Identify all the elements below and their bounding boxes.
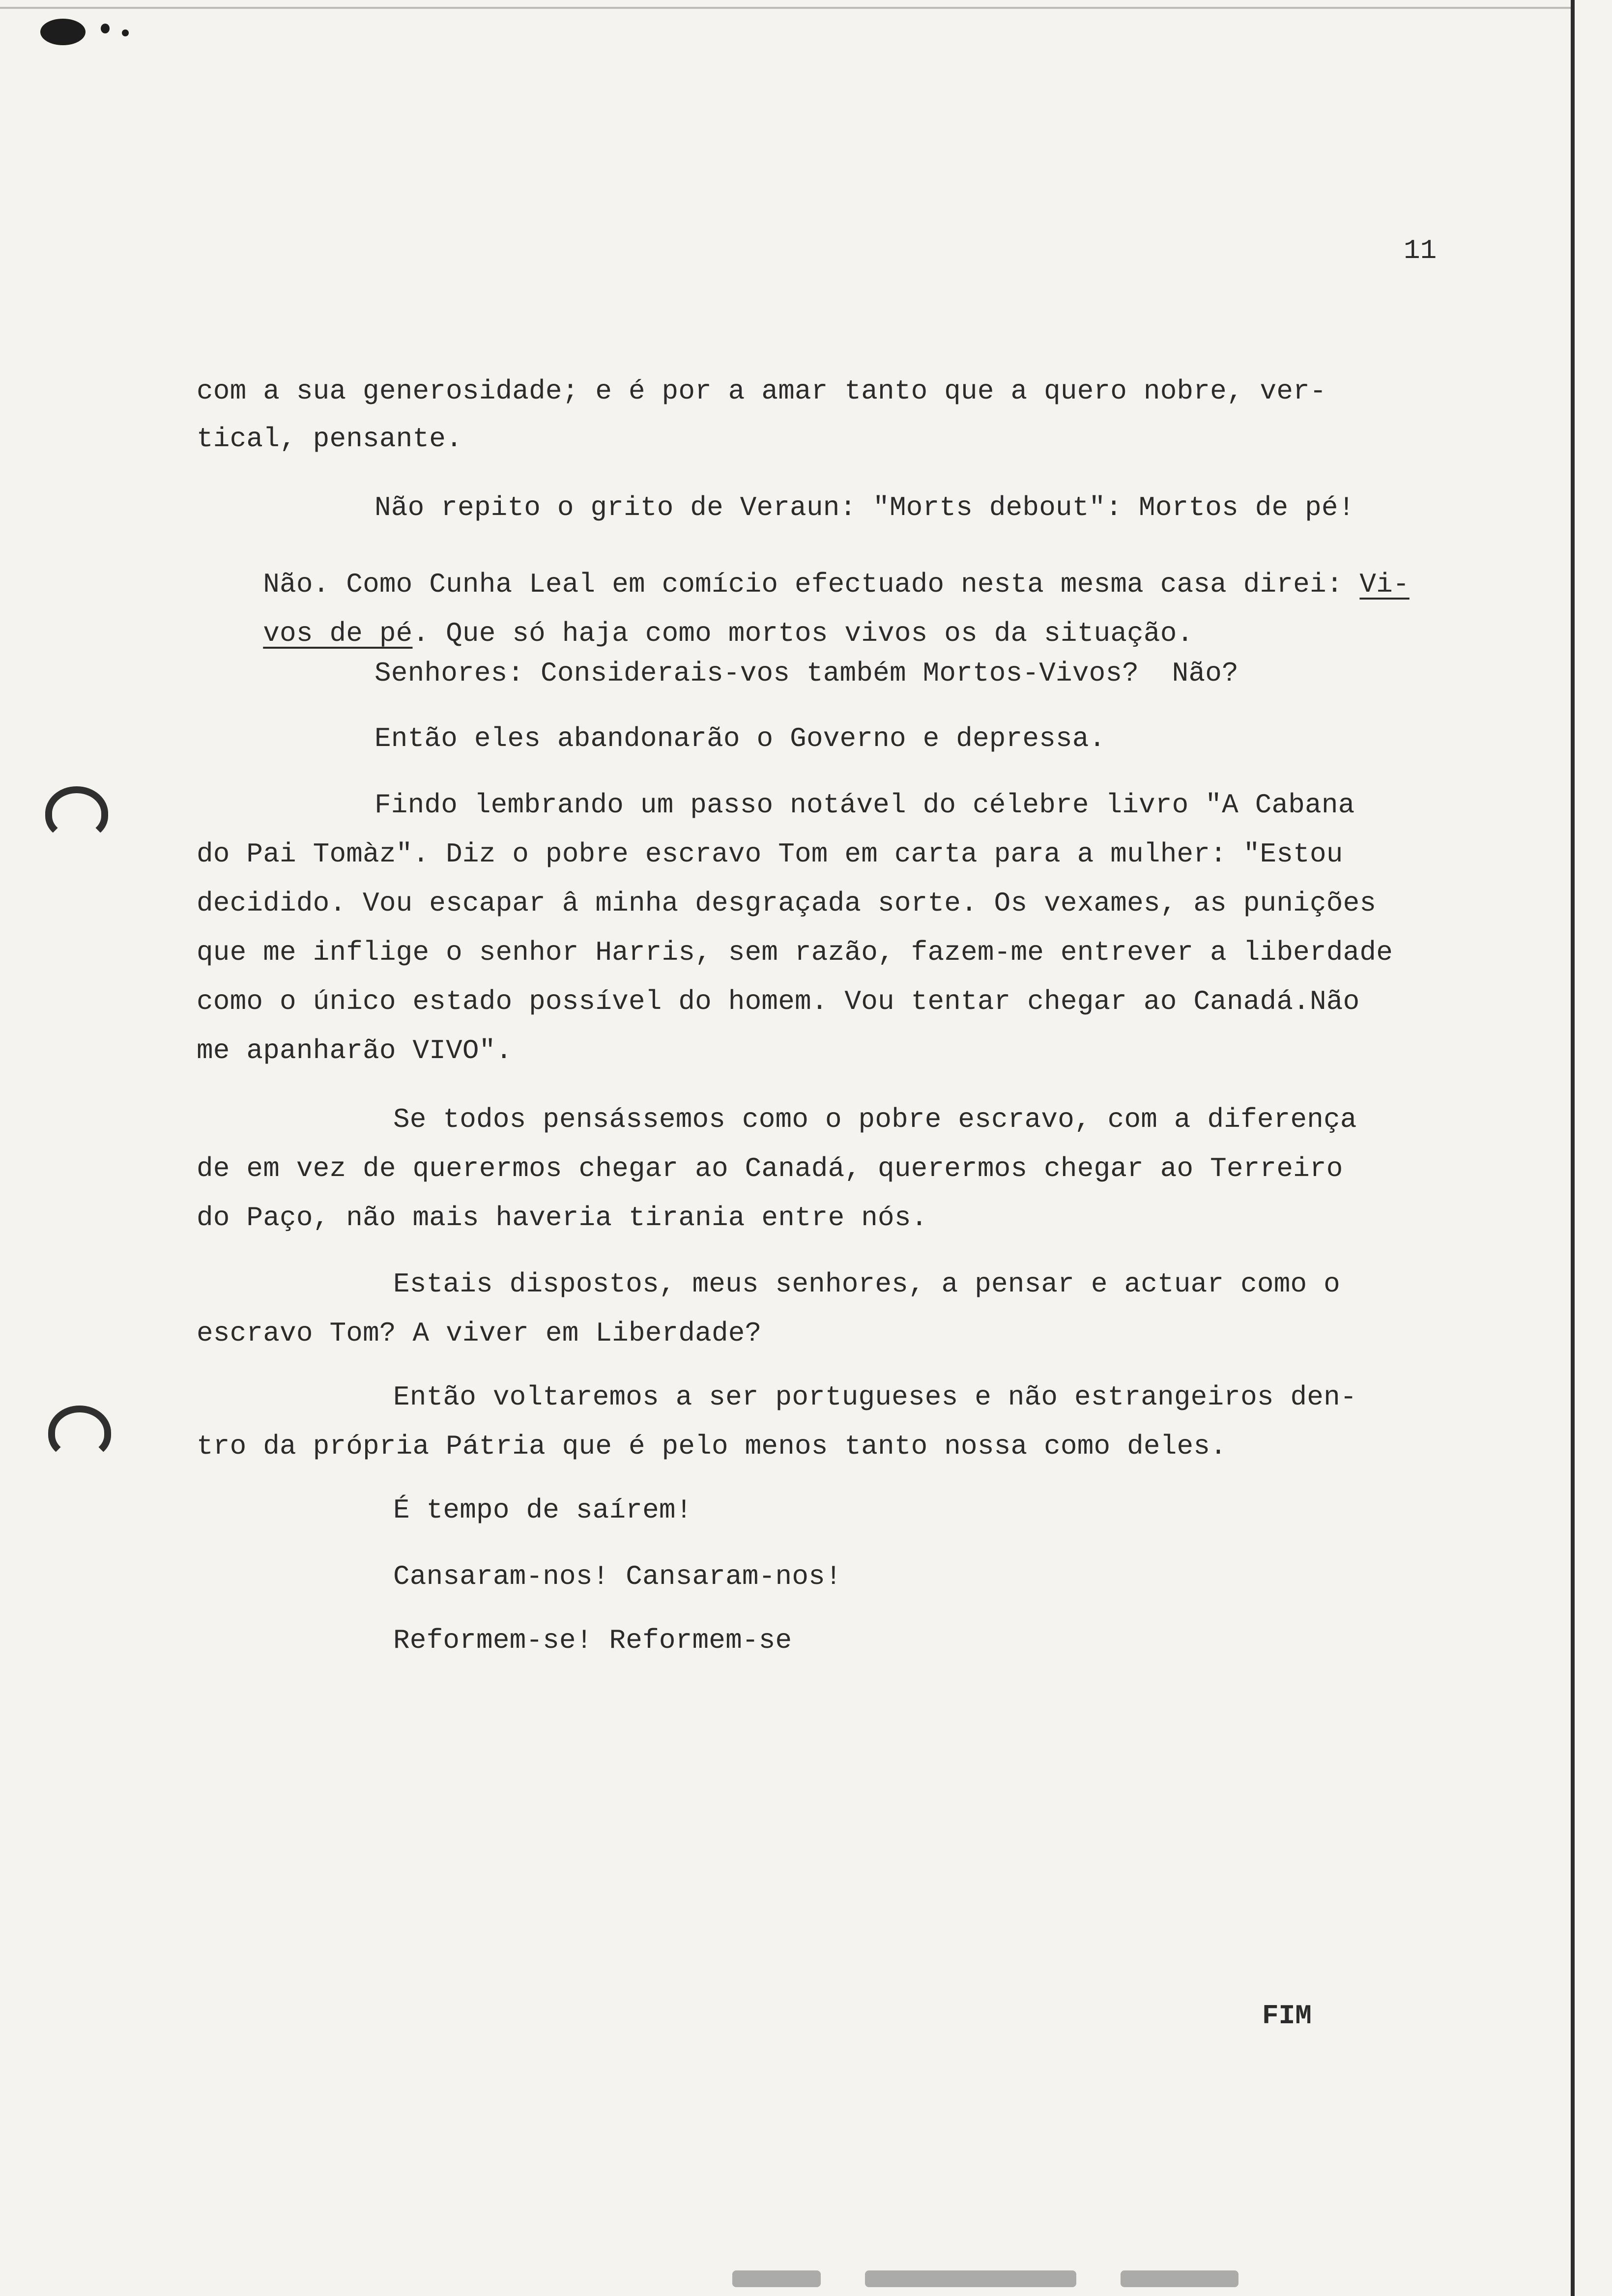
text-line: Senhores: Considerais-vos também Mortos-Vivos? Não? [374,658,1238,689]
text-line: tical, pensante. [197,423,462,455]
ink-dot [122,29,129,36]
text-line: que me inflige o senhor Harris, sem razão, fazem-me entrever a liberdade [197,937,1393,968]
text-line: Não repito o grito de Veraun: "Morts debout": Mortos de pé! [374,492,1355,523]
page-number: 11 [1404,235,1437,266]
text-segment: . Que só haja como mortos vivos os da situação. [412,618,1194,649]
right-edge-rule [1571,0,1575,2296]
text-segment: Não. Como Cunha Leal em comício efectuado nesta mesma casa direi: [263,569,1360,600]
text-line: Findo lembrando um passo notável do célebre livro "A Cabana [374,789,1355,821]
text-line: Então voltaremos a ser portugueses e não estrangeiros den- [393,1381,1357,1413]
underlined-word: Vi- [1359,569,1410,600]
text-line: do Paço, não mais haveria tirania entre nós. [197,1202,928,1234]
bottom-smudge [1121,2270,1238,2287]
text-line: escravo Tom? A viver em Liberdade? [197,1318,762,1349]
text-line: do Pai Tomàz". Diz o pobre escravo Tom em carta para a mulher: "Estou [197,838,1343,870]
bottom-smudge [732,2270,821,2287]
text-line: É tempo de saírem! [393,1494,692,1526]
text-line: Estais dispostos, meus senhores, a pensar e actuar como o [393,1268,1340,1300]
punch-hole-top [45,786,108,840]
ink-blot [40,19,86,45]
text-line: com a sua generosidade; e é por a amar tanto que a quero nobre, ver- [197,375,1326,407]
text-line: como o único estado possível do homem. Vou tentar chegar ao Canadá.Não [197,986,1360,1017]
text-line: Cansaram-nos! Cansaram-nos! [393,1561,842,1592]
top-edge-rule [0,7,1573,9]
end-mark: FIM [1262,2000,1312,2032]
bottom-smudge [865,2270,1076,2287]
text-line: tro da própria Pátria que é pelo menos tanto nossa como deles. [197,1431,1227,1462]
text-line: Se todos pensássemos como o pobre escravo, com a diferença [393,1104,1357,1135]
ink-dot [101,24,110,33]
text-line: Reformem-se! Reformem-se [393,1625,792,1656]
text-line: Então eles abandonarão o Governo e depressa. [374,723,1106,754]
underlined-phrase: vos de pé [263,618,413,649]
text-line: decidido. Vou escapar â minha desgraçada sorte. Os vexames, as punições [197,888,1377,919]
punch-hole-bottom [48,1406,111,1460]
text-line: me apanharão VIVO". [197,1035,513,1066]
text-line: de em vez de querermos chegar ao Canadá, querermos chegar ao Terreiro [197,1153,1343,1184]
